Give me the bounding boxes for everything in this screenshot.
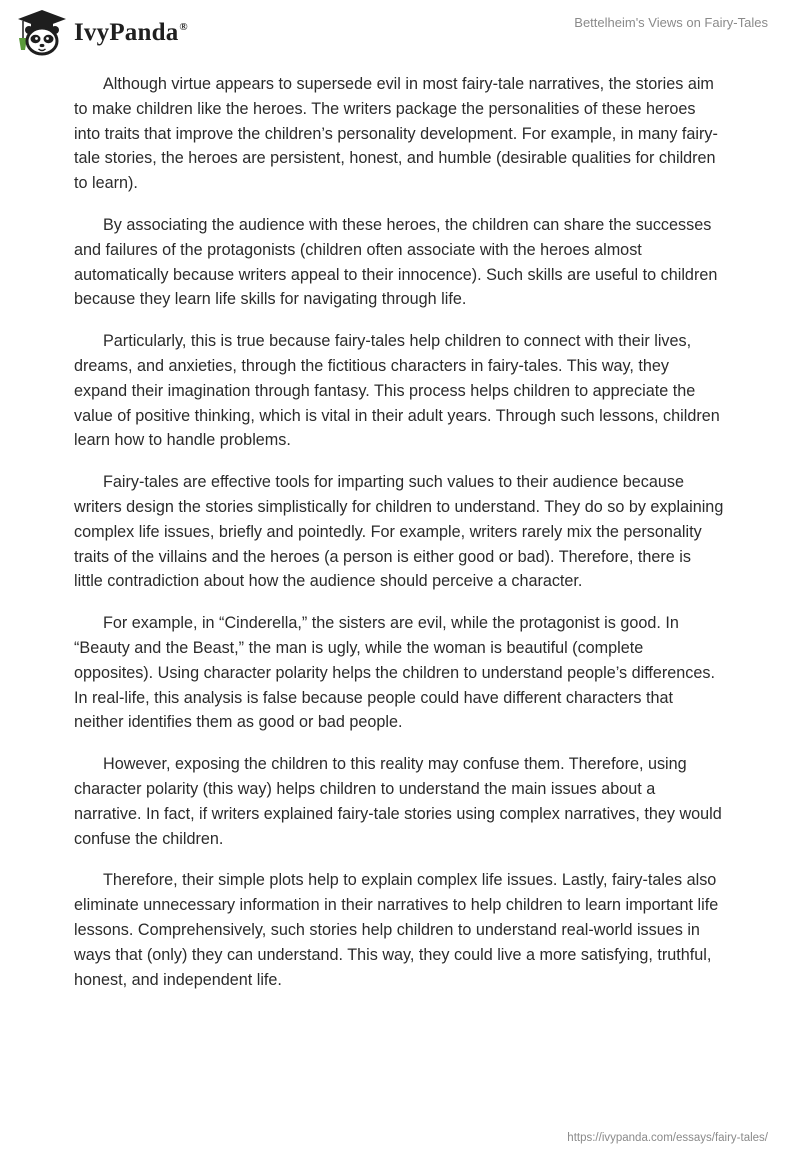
paragraph: Particularly, this is true because fairy-tales help children to connect with their lives, dreams, and anxieties, through the fictitious characters in fairy-tales. This way, they expand their imagination through fantasy. This process helps children to appreciate the value of positive thinking, which is vital in their adult years. Through such lessons, children learn how to handle problems.	[74, 332, 720, 450]
document-title: Bettelheim's Views on Fairy-Tales	[574, 15, 768, 30]
paragraph: Therefore, their simple plots help to explain complex life issues. Lastly, fairy-tales also eliminate unnecessary information in their narratives to help children to learn important life lessons. Comprehensively, such stories help children to understand real-world issues in ways that (only) they can understand. This way, they could live a more satisfying, truthful, honest, and independent life.	[74, 871, 719, 989]
paragraph: Fairy-tales are effective tools for imparting such values to their audience because writers design the stories simplistically for children to understand. They do so by explaining complex life issues, briefly and pointedly. For example, writers rarely mix the personality traits of the villains and the heroes (a person is either good or bad). Therefore, there is little contradiction about how the audience should perceive a character.	[74, 473, 724, 591]
paragraph: Although virtue appears to supersede evil in most fairy-tale narratives, the stories aim to make children like the heroes. The writers package the personalities of these heroes into traits that improve the children’s personality development. For example, in many fairy-tale stories, the heroes are persistent, honest, and humble (desirable qualities for children to learn).	[74, 75, 718, 193]
paragraph: By associating the audience with these heroes, the children can share the successes and failures of the protagonists (children often associate with the heroes almost automatically because writers appeal to their innocence). Such skills are useful to children because they learn life skills for navigating through life.	[74, 215, 718, 309]
source-url[interactable]: https://ivypanda.com/essays/fairy-tales/	[567, 1132, 768, 1144]
essay-body	[74, 72, 724, 1009]
brand-name: IvyPanda®	[74, 19, 188, 46]
registered-mark: ®	[179, 21, 188, 33]
paragraph: However, exposing the children to this reality may confuse them. Therefore, using character polarity (this way) helps children to understand the main issues about a narrative. In fact, if writers explained fairy-tale stories using complex narratives, they would confuse the children.	[74, 755, 722, 848]
paragraph: For example, in “Cinderella,” the sisters are evil, while the protagonist is good. In “Beauty and the Beast,” the man is ugly, while the woman is beautiful (complete opposites). Using character polarity helps the children to understand people’s differences. In real-life, this analysis is false because people could have different characters that neither identifies them as good or bad people.	[74, 614, 715, 732]
page-header	[0, 0, 800, 64]
brand-logo[interactable]	[14, 8, 188, 56]
panda-graduate-icon	[14, 8, 70, 56]
